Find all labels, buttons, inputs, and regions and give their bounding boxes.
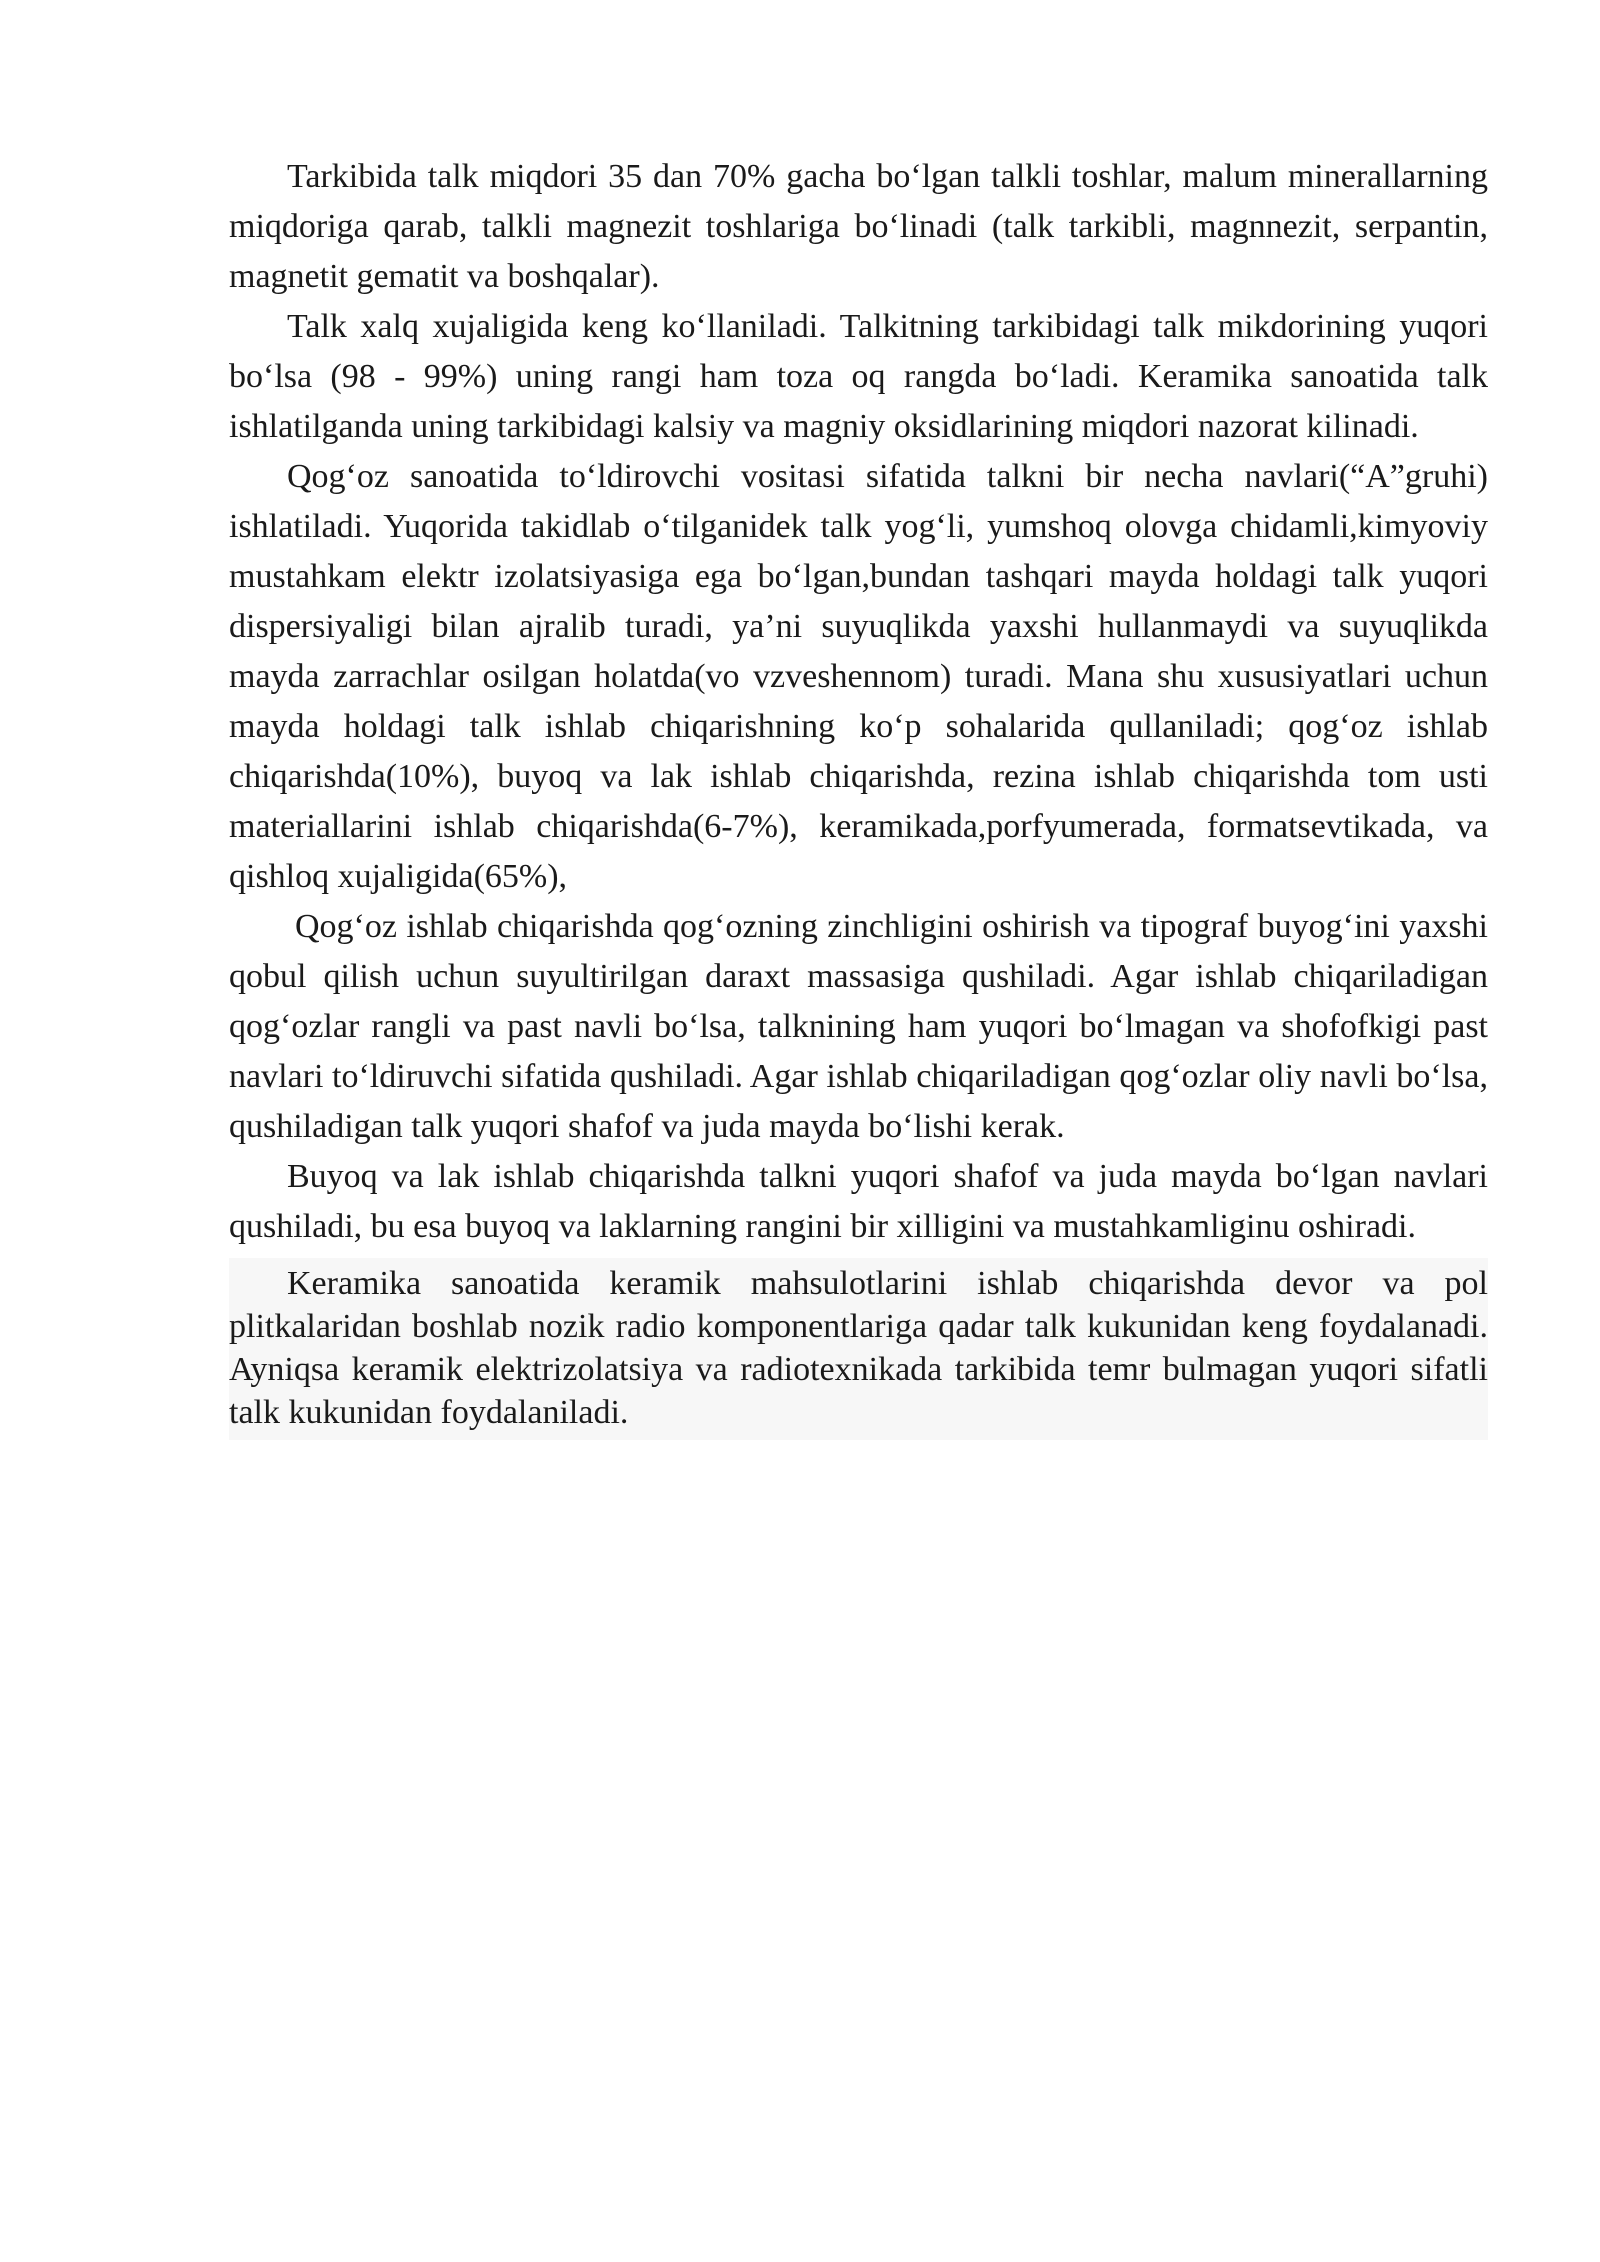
paragraph-paper-industry: Qog‘oz sanoatida to‘ldirovchi vositasi sifatida talkni bir necha navlari(“A”gruhi) ishlatiladi. Yuqorida takidlab o‘tilganidek talk yog‘li, yumshoq olovga chidamli,kimyoviy mustahkam elektr izolatsiyasiga ega bo‘lgan,bundan tashqari mayda holdagi talk yuqori dispersiyaligi bilan ajralib turadi, ya’ni suyuqlikda yaxshi hullanmaydi va suyuqlikda mayda zarrachlar osilgan holatda(vo vzveshennom) turadi. Mana shu xususiyatlari uchun mayda holdagi talk ishlab chiqarishning ko‘p sohalarida qullaniladi; qog‘oz ishlab chiqarishda(10%), buyoq va lak ishlab chiqarishda, rezina ishlab chiqarishda tom usti materiallarini ishlab chiqarishda(6-7%), keramikada,porfyumerada, formatsevtikada, va qishloq xujaligida(65%), [229,458,1488,895]
paragraph-paint-lacquer: Buyoq va lak ishlab chiqarishda talkni yuqori shafof va juda mayda bo‘lgan navlari qushiladi, bu esa buyoq va laklarning rangini bir xilligini va mustahkamliginu oshiradi. [229,1158,1488,1245]
paragraph-talc-stones: Tarkibida talk miqdori 35 dan 70% gacha bo‘lgan talkli toshlar, malum minerallarning miqdoriga qarab, talkli magnezit toshlariga bo‘linadi (talk tarkibli, magnnezit, serpantin, magnetit gematit va boshqalar). [229,158,1488,295]
paragraph-talc-economy: Talk xalq xujaligida keng ko‘llaniladi. Talkitning tarkibidagi talk mikdorining yuqori bo‘lsa (98 - 99%) uning rangi ham toza oq rangda bo‘ladi. Keramika sanoatida talk ishlatilganda uning tarkibidagi kalsiy va magniy oksidlarining miqdori nazorat kilinadi. [229,308,1488,445]
paragraph-paper-production: Qog‘oz ishlab chiqarishda qog‘ozning zinchligini oshirish va tipograf buyog‘ini yaxshi qobul qilish uchun suyultirilgan daraxt massasiga qushiladi. Agar ishlab chiqariladigan qog‘ozlar rangli va past navli bo‘lsa, talknining ham yuqori bo‘lmagan va shofofkigi past navlari to‘ldiruvchi sifatida qushiladi. Agar ishlab chiqariladigan qog‘ozlar oliy navli bo‘lsa, qushiladigan talk yuqori shafof va juda mayda bo‘lishi kerak. [229,908,1488,1145]
paragraph-ceramics: Keramika sanoatida keramik mahsulotlarini ishlab chiqarishda devor va pol plitkalaridan boshlab nozik radio komponentlariga qadar talk kukunidan keng foydalanadi. Ayniqsa keramik elektrizolatsiya va radiotexnikada tarkibida temr bulmagan yuqori sifatli talk kukunidan foydalaniladi. [229,1258,1488,1440]
document-body [229,152,1488,1440]
